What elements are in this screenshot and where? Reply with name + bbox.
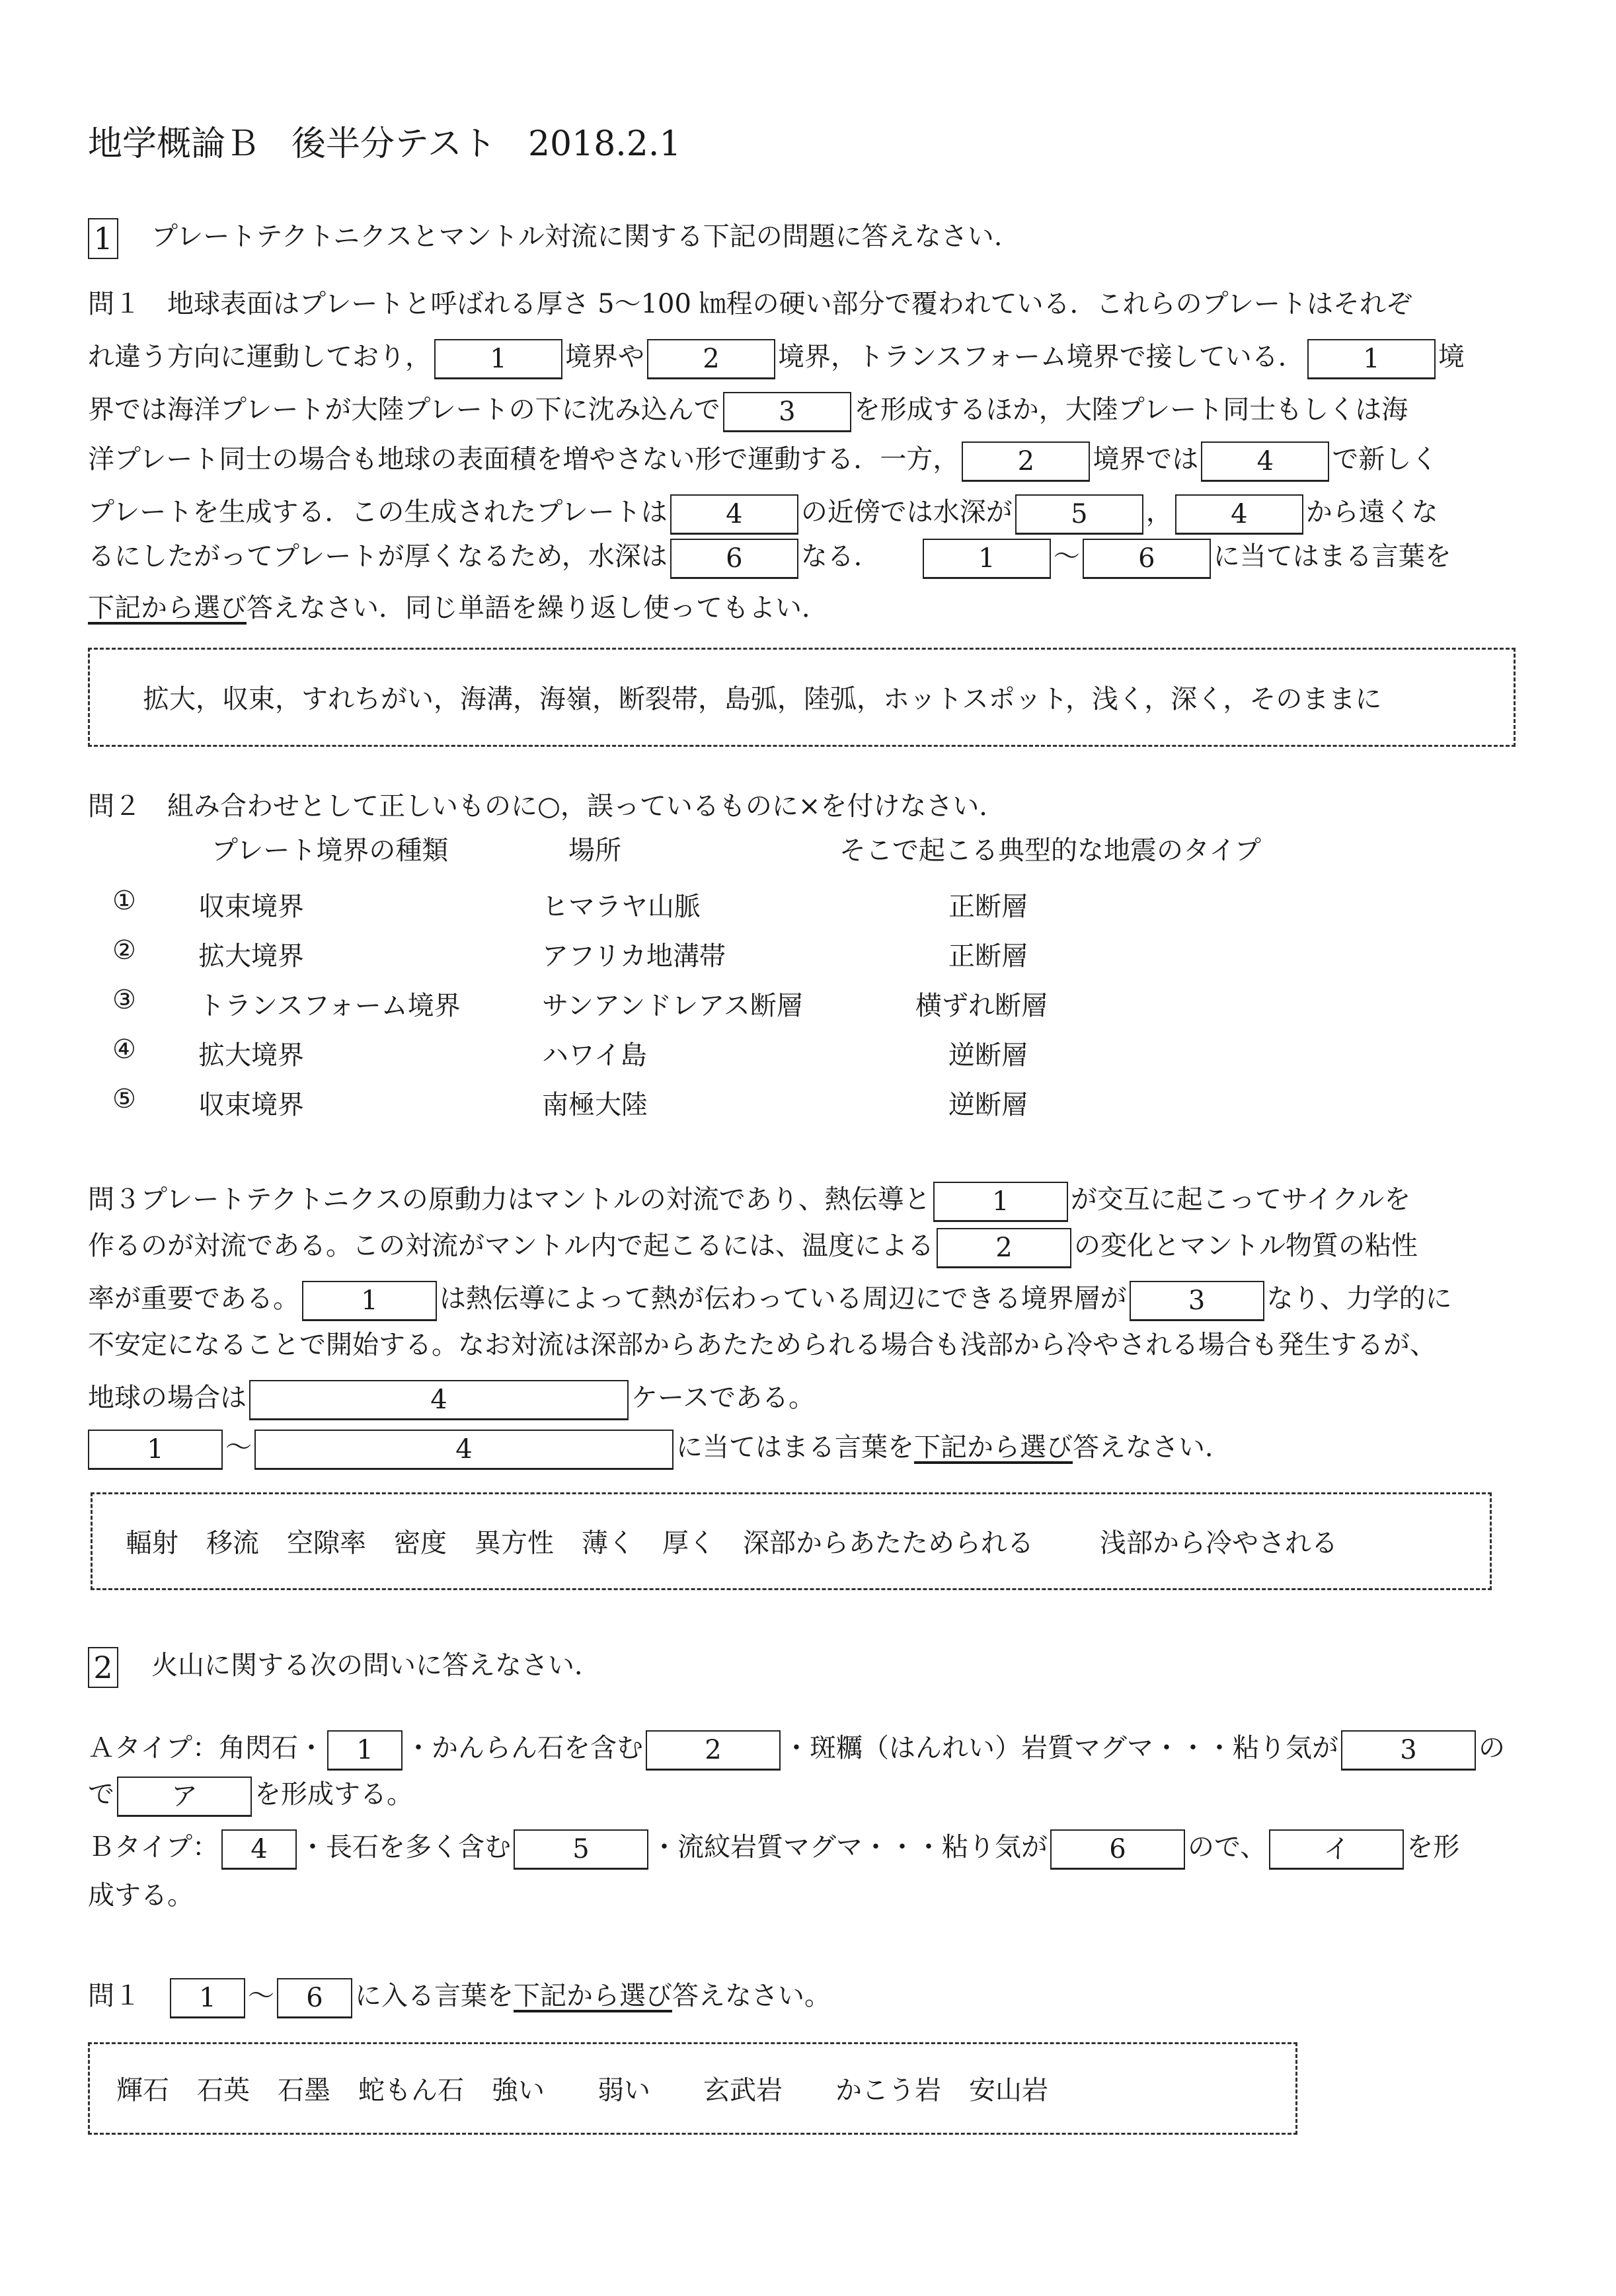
q3-line: [88, 1279, 1452, 1321]
table-row: [112, 1084, 1434, 1124]
q3-line: [88, 1226, 1418, 1268]
text: の変化とマントル物質の粘性: [1074, 1231, 1418, 1261]
answer-box[interactable]: 2: [937, 1228, 1071, 1268]
answer-box[interactable]: 5: [1015, 494, 1143, 535]
word: 石墨: [278, 2075, 330, 2106]
table-row: [112, 1034, 1434, 1074]
word: 収束，: [222, 684, 301, 714]
answer-box[interactable]: 6: [670, 539, 798, 579]
word: 深く，: [1171, 684, 1250, 714]
text: 境: [1438, 342, 1465, 372]
title-date: 2018.2.1: [527, 124, 681, 164]
underlined-text: 下記から選び: [514, 1981, 672, 2011]
q2-prompt: 問２ 組み合わせとして正しいものに○，誤っているものに×を付けなさい．: [88, 791, 1006, 822]
underlined-text: 下記から選び: [914, 1432, 1073, 1463]
text: で: [88, 1779, 114, 1810]
text: 答えなさい．同じ単語を繰り返し使ってもよい．: [247, 593, 828, 623]
q3-line: [88, 1428, 1231, 1470]
boundary-type: トランスフォーム境界: [198, 991, 461, 1021]
quake-type: 正断層: [948, 941, 1028, 972]
answer-box[interactable]: 4: [221, 1829, 297, 1870]
answer-box[interactable]: 5: [514, 1829, 648, 1870]
word: 移流: [206, 1528, 259, 1558]
type-b-line: [88, 1827, 1459, 1870]
text: なり、力学的に: [1266, 1283, 1452, 1314]
answer-box[interactable]: 1: [88, 1430, 223, 1470]
tilde: 〜: [225, 1432, 252, 1463]
answer-box[interactable]: 4: [254, 1430, 673, 1470]
text: るにしたがってプレートが厚くなるため，水深は: [88, 541, 668, 572]
answer-box[interactable]: 4: [670, 494, 798, 535]
row-number: ⑤: [112, 1084, 136, 1114]
s2-q1-line: [88, 1976, 831, 2018]
underlined-text: 下記から選び: [88, 593, 247, 623]
header-type: プレート境界の種類: [212, 835, 449, 866]
q3-line: [88, 1378, 815, 1420]
word: ホットスポット，: [883, 684, 1092, 714]
quake-type: 逆断層: [948, 1040, 1028, 1071]
title-test: 後半分テスト: [291, 124, 496, 164]
place: アフリカ地溝帯: [542, 941, 726, 972]
type-a-line: [88, 1728, 1505, 1771]
answer-box[interactable]: 4: [1201, 441, 1329, 482]
type-a-line: [88, 1775, 413, 1817]
page-title: [88, 116, 713, 165]
table-row: [112, 886, 1434, 925]
answer-box[interactable]: 1: [434, 339, 562, 379]
q3-line: [88, 1180, 1410, 1222]
text: から遠くな: [1305, 497, 1438, 527]
word-bank-1: [88, 648, 1516, 747]
text: 境界では: [1093, 444, 1199, 475]
text: 洋プレート同士の場合も地球の表面積を増やさない形で運動する．一方，: [88, 444, 960, 475]
boundary-type: 収束境界: [198, 1090, 304, 1120]
text: 問３プレートテクトニクスの原動力はマントルの対流であり、熱伝導と: [88, 1184, 931, 1215]
answer-box[interactable]: 4: [249, 1380, 629, 1420]
answer-box[interactable]: 1: [327, 1730, 403, 1771]
answer-box[interactable]: 6: [277, 1978, 352, 2018]
word: 密度: [394, 1528, 447, 1558]
word: 石英: [197, 2075, 250, 2106]
word: 強い: [492, 2075, 545, 2106]
place: ハワイ島: [542, 1040, 647, 1071]
q1-line: [88, 492, 1438, 535]
title-subject: 地学概論Ｂ: [88, 124, 260, 164]
table-row: [112, 935, 1434, 975]
word: 海嶺，: [539, 684, 619, 714]
word: 拡大，: [143, 684, 222, 714]
word: 輝石: [116, 2075, 169, 2106]
row-number: ④: [112, 1034, 136, 1065]
tilde: 〜: [248, 1981, 274, 2011]
text: れ違う方向に運動しており，: [88, 342, 432, 372]
word-bank-3: [88, 2042, 1297, 2135]
text: に入る言葉を: [355, 1981, 514, 2011]
text: に当てはまる言葉を: [1213, 541, 1451, 572]
section-intro: 火山に関する次の問いに答えなさい．: [151, 1650, 601, 1681]
answer-box[interactable]: 1: [302, 1281, 437, 1321]
word: 島弧，: [724, 684, 804, 714]
answer-box[interactable]: 1: [933, 1182, 1068, 1222]
place: サンアンドレアス断層: [542, 991, 803, 1021]
text: に当てはまる言葉を: [676, 1432, 914, 1463]
quake-type: 正断層: [948, 892, 1028, 922]
section-intro: プレートテクトニクスとマントル対流に関する下記の問題に答えなさい.: [151, 221, 1003, 252]
word: 薄く: [582, 1528, 635, 1558]
text: は熱伝導によって熱が伝わっている周辺にできる境界層が: [440, 1283, 1127, 1314]
word: 厚く: [662, 1528, 715, 1558]
section-number: 1: [88, 218, 118, 259]
text: Ａタイプ：角閃石・: [88, 1733, 325, 1763]
tilde: 〜: [1053, 541, 1080, 572]
answer-box[interactable]: 1: [923, 539, 1051, 579]
answer-box[interactable]: 1: [1307, 339, 1436, 379]
answer-box[interactable]: 6: [1050, 1829, 1185, 1870]
answer-box[interactable]: 6: [1083, 539, 1211, 579]
text: 地球の場合は: [88, 1383, 247, 1413]
text: 境界，トランスフォーム境界で接している．: [778, 342, 1305, 372]
boundary-type: 収束境界: [198, 892, 304, 922]
word: 浅部から冷やされる: [1100, 1528, 1338, 1558]
word: 輻射: [126, 1528, 178, 1558]
word: 浅く，: [1092, 684, 1171, 714]
text: を形成するほか，大陸プレート同士もしくは海: [853, 395, 1408, 425]
place: ヒマラヤ山脈: [542, 892, 701, 922]
text: を形成する。: [254, 1779, 413, 1810]
q1-line: [88, 284, 1412, 324]
text: で新しく: [1332, 444, 1438, 475]
question-label: 問１: [88, 1981, 141, 2011]
answer-box[interactable]: 3: [723, 392, 851, 432]
boundary-type: 拡大境界: [198, 1040, 304, 1071]
word: 海溝，: [460, 684, 539, 714]
text: 作るのが対流である。この対流がマントル内で起こるには、温度による: [88, 1231, 934, 1261]
text: ・流紋岩質マグマ・・・粘り気が: [651, 1832, 1048, 1862]
answer-box[interactable]: 2: [962, 441, 1090, 482]
text: 問１ 地球表面はプレートと呼ばれる厚さ 5〜100 ㎞程の硬い部分で覆われている．これらのプレートはそれぞ: [88, 289, 1413, 319]
answer-box[interactable]: 1: [170, 1978, 245, 2018]
q1-line: [88, 537, 1451, 579]
text: 答えなさい．: [1073, 1432, 1231, 1463]
table-row: [112, 985, 1434, 1024]
word: 蛇もん石: [358, 2075, 464, 2106]
word: 断裂帯，: [619, 684, 724, 714]
q1-line: [88, 440, 1438, 482]
word-bank-2: [91, 1492, 1492, 1590]
text: プレートを生成する．この生成されたプレートは: [88, 497, 668, 527]
text: 成する。: [88, 1880, 194, 1911]
q3-line: [88, 1325, 1436, 1365]
row-number: ②: [112, 935, 136, 966]
word: 弱い: [597, 2075, 650, 2106]
text: ので、: [1188, 1832, 1267, 1862]
text: 界では海洋プレートが大陸プレートの下に沈み込んで: [88, 395, 720, 425]
header-place: 場所: [568, 835, 621, 866]
q1-line: [88, 337, 1465, 379]
q2-table-header: [112, 829, 1434, 869]
text: 答えなさい。: [672, 1981, 831, 2011]
answer-box[interactable]: 3: [1130, 1281, 1264, 1321]
row-number: ③: [112, 985, 136, 1015]
text: 境界や: [565, 342, 644, 372]
text: ケースである。: [631, 1383, 815, 1413]
answer-box[interactable]: 3: [1341, 1730, 1476, 1771]
word: すれちがい，: [301, 684, 460, 714]
word: 空隙率: [287, 1528, 366, 1558]
text: が交互に起こってサイクルを: [1070, 1184, 1411, 1215]
word: かこう岩: [835, 2075, 941, 2106]
q1-line: [88, 390, 1408, 432]
text: の近傍では水深が: [800, 497, 1013, 527]
boundary-type: 拡大境界: [198, 941, 304, 972]
word: 陸弧，: [804, 684, 883, 714]
word: そのままに: [1249, 684, 1382, 714]
text: 率が重要である。: [88, 1283, 299, 1314]
answer-box[interactable]: 2: [646, 1730, 781, 1771]
section1-header: [88, 217, 1003, 259]
section-number: 2: [88, 1647, 118, 1688]
q1-line: [88, 588, 828, 628]
row-number: ①: [112, 886, 136, 916]
answer-box[interactable]: ア: [117, 1777, 252, 1817]
answer-box[interactable]: イ: [1269, 1829, 1404, 1870]
answer-box[interactable]: 4: [1175, 494, 1303, 535]
text: Ｂタイプ：: [88, 1832, 219, 1862]
quake-type: 逆断層: [948, 1090, 1028, 1120]
word: 安山岩: [969, 2075, 1048, 2106]
text: を形: [1406, 1832, 1460, 1862]
text: ・かんらん石を含む: [405, 1733, 643, 1763]
text: ・長石を多く含む: [299, 1832, 511, 1862]
text: の: [1479, 1733, 1505, 1763]
quake-type: 横ずれ断層: [915, 991, 1048, 1021]
word: 玄武岩: [703, 2075, 783, 2106]
word: 異方性: [475, 1528, 554, 1558]
answer-box[interactable]: 2: [647, 339, 775, 379]
text: ・斑糲（はんれい）岩質マグマ・・・粘り気が: [783, 1733, 1338, 1763]
header-quake: そこで起こる典型的な地震のタイプ: [839, 835, 1261, 866]
type-b-line: [88, 1876, 194, 1915]
section2-header: [88, 1646, 601, 1688]
text: 不安定になることで開始する。なお対流は深部からあたためられる場合も浅部から冷やされる場合も発生するが、: [88, 1330, 1436, 1360]
place: 南極大陸: [542, 1090, 648, 1120]
text: なる．: [800, 541, 880, 572]
text: ，: [1145, 497, 1173, 527]
word: 深部からあたためられる: [743, 1528, 1034, 1558]
